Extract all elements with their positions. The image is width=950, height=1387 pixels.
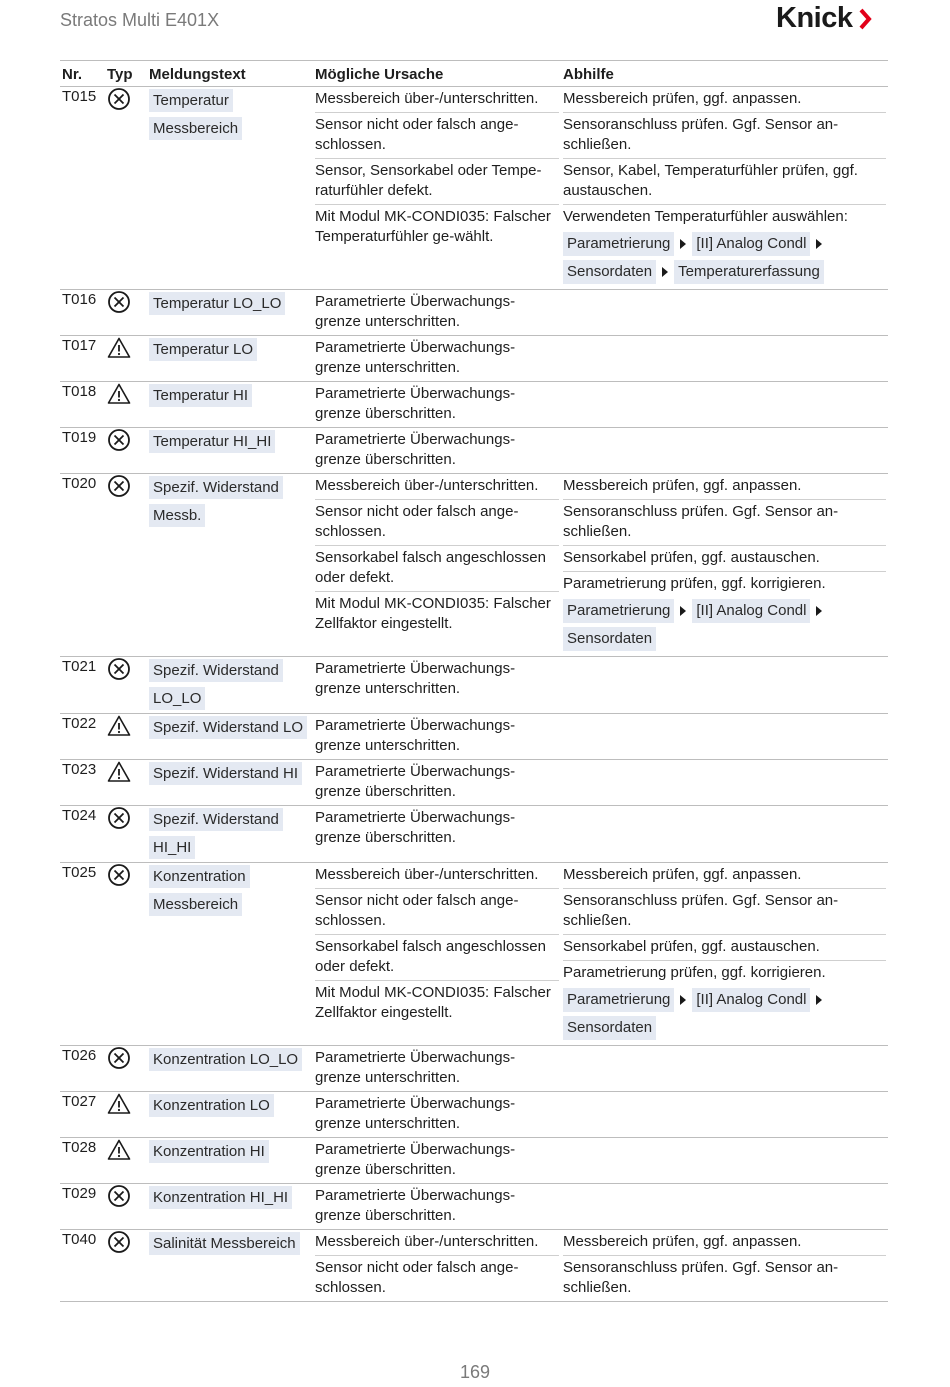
table-row <box>60 657 888 714</box>
table-row <box>60 382 888 428</box>
remedy-item <box>563 1092 886 1097</box>
remedy-cell <box>561 806 888 863</box>
warning-triangle-icon <box>107 1138 131 1162</box>
menu-path-step: [II] Analog Condl <box>692 988 810 1012</box>
message-text-label: Konzentration HI_HI <box>149 1186 292 1209</box>
remedy-item <box>563 87 886 113</box>
message-text <box>147 1184 313 1230</box>
message-number: T017 <box>60 336 105 382</box>
message-text <box>147 336 313 382</box>
message-number: T040 <box>60 1230 105 1302</box>
error-circle-x-icon <box>107 290 131 314</box>
message-text-label: Temperatur LO_LO <box>149 292 285 315</box>
message-text <box>147 657 313 714</box>
remedy-item <box>563 546 886 572</box>
cause-item: Parametrierte Überwachungs-grenze überschritten. <box>315 431 516 468</box>
cause-item: Messbereich über-/unterschritten. <box>315 863 559 889</box>
remedy-item <box>563 500 886 546</box>
table-row <box>60 1092 888 1138</box>
menu-path-step: Sensordaten <box>563 627 656 651</box>
remedy-item <box>563 806 886 811</box>
message-number: T028 <box>60 1138 105 1184</box>
remedy-item <box>563 935 886 961</box>
message-text <box>147 714 313 760</box>
message-text <box>147 87 313 290</box>
message-text <box>147 1138 313 1184</box>
table-row <box>60 1230 888 1302</box>
cause-cell <box>313 760 561 806</box>
remedy-cell <box>561 1230 888 1302</box>
message-text <box>147 1092 313 1138</box>
error-circle-x-icon <box>107 806 131 830</box>
cause-cell <box>313 657 561 714</box>
message-type <box>105 290 147 336</box>
message-text-label: Konzentration Messbereich <box>149 865 250 916</box>
message-text <box>147 1046 313 1092</box>
message-type <box>105 1230 147 1302</box>
cause-item: Messbereich über-/unterschritten. <box>315 87 559 113</box>
message-type <box>105 657 147 714</box>
message-type <box>105 336 147 382</box>
remedy-item <box>563 961 886 1045</box>
table-row <box>60 87 888 290</box>
message-text-label: Konzentration HI <box>149 1140 269 1163</box>
message-number: T025 <box>60 863 105 1046</box>
message-type <box>105 382 147 428</box>
message-text-label: Spezif. Widerstand LO <box>149 716 307 739</box>
remedy-text: Messbereich prüfen, ggf. anpassen. <box>563 866 802 883</box>
remedy-cell <box>561 1138 888 1184</box>
table-body <box>60 87 888 1302</box>
cause-item: Parametrierte Überwachungs-grenze überschritten. <box>315 809 516 846</box>
cause-cell <box>313 1046 561 1092</box>
remedy-item <box>563 382 886 387</box>
remedy-cell <box>561 474 888 657</box>
menu-path-step: Sensordaten <box>563 260 656 284</box>
cause-item: Parametrierte Überwachungs-grenze überschritten. <box>315 1187 516 1224</box>
remedy-cell <box>561 290 888 336</box>
cause-cell <box>313 474 561 657</box>
cause-item: Parametrierte Überwachungs-grenze unterschritten. <box>315 1095 516 1132</box>
brand-wordmark: Knick <box>776 2 853 34</box>
remedy-item <box>563 714 886 719</box>
warning-triangle-icon <box>107 382 131 406</box>
table-row <box>60 336 888 382</box>
message-text <box>147 428 313 474</box>
cause-cell <box>313 806 561 863</box>
cause-cell <box>313 1230 561 1302</box>
remedy-text: Parametrierung prüfen, ggf. korrigieren. <box>563 964 826 981</box>
remedy-item <box>563 657 886 662</box>
error-circle-x-icon <box>107 657 131 681</box>
remedy-item <box>563 572 886 656</box>
message-text <box>147 806 313 863</box>
cause-item: Sensor nicht oder falsch ange-schlossen. <box>315 1259 519 1296</box>
path-arrow-icon <box>680 606 686 616</box>
cause-cell <box>313 290 561 336</box>
column-header-abhilfe: Abhilfe <box>561 61 888 87</box>
message-text-label: Temperatur HI_HI <box>149 430 275 453</box>
remedy-item <box>563 113 886 159</box>
warning-triangle-icon <box>107 1092 131 1116</box>
message-text-label: Temperatur HI <box>149 384 252 407</box>
cause-item: Sensor nicht oder falsch ange-schlossen. <box>315 113 559 159</box>
message-text <box>147 382 313 428</box>
remedy-cell <box>561 428 888 474</box>
message-type <box>105 1138 147 1184</box>
cause-cell <box>313 382 561 428</box>
warning-triangle-icon <box>107 760 131 784</box>
message-text-label: Spezif. Widerstand HI <box>149 762 302 785</box>
message-number: T029 <box>60 1184 105 1230</box>
menu-path-step: [II] Analog Condl <box>692 599 810 623</box>
menu-path <box>563 986 886 1042</box>
column-header-meldungstext: Meldungstext <box>147 61 313 87</box>
table-row <box>60 474 888 657</box>
remedy-item <box>563 863 886 889</box>
message-type <box>105 863 147 1046</box>
remedy-text: Verwendeten Temperaturfühler auswählen: <box>563 208 848 225</box>
message-number: T021 <box>60 657 105 714</box>
remedy-item <box>563 760 886 765</box>
cause-item: Parametrierte Überwachungs-grenze überschritten. <box>315 385 516 422</box>
path-arrow-icon <box>816 995 822 1005</box>
remedy-item <box>563 1138 886 1143</box>
cause-item: Parametrierte Überwachungs-grenze überschritten. <box>315 763 516 800</box>
message-text-label: Konzentration LO <box>149 1094 274 1117</box>
path-arrow-icon <box>816 606 822 616</box>
message-table <box>60 60 888 1302</box>
message-text <box>147 760 313 806</box>
menu-path <box>563 230 886 286</box>
cause-cell <box>313 863 561 1046</box>
table-row <box>60 806 888 863</box>
path-arrow-icon <box>680 995 686 1005</box>
menu-path-step: [II] Analog Condl <box>692 232 810 256</box>
remedy-item <box>563 474 886 500</box>
remedy-cell <box>561 1184 888 1230</box>
message-text <box>147 1230 313 1302</box>
remedy-cell <box>561 714 888 760</box>
cause-item: Sensorkabel falsch angeschlossen oder defekt. <box>315 546 559 592</box>
cause-item: Messbereich über-/unterschritten. <box>315 474 559 500</box>
table-row <box>60 1138 888 1184</box>
message-number: T024 <box>60 806 105 863</box>
message-number: T015 <box>60 87 105 290</box>
cause-cell <box>313 1092 561 1138</box>
message-text-label: Salinität Messbereich <box>149 1232 300 1255</box>
message-number: T022 <box>60 714 105 760</box>
message-text <box>147 474 313 657</box>
remedy-text: Messbereich prüfen, ggf. anpassen. <box>563 90 802 107</box>
cause-item: Mit Modul MK-CONDI035: Falscher Zellfaktor eingestellt. <box>315 595 551 632</box>
menu-path-step: Temperaturerfassung <box>674 260 824 284</box>
table-row <box>60 290 888 336</box>
warning-triangle-icon <box>107 714 131 738</box>
message-type <box>105 428 147 474</box>
remedy-cell <box>561 657 888 714</box>
cause-item: Messbereich über-/unterschritten. <box>315 1230 559 1256</box>
cause-item: Sensor nicht oder falsch ange-schlossen. <box>315 889 559 935</box>
cause-item: Parametrierte Überwachungs-grenze unterschritten. <box>315 293 516 330</box>
message-number: T020 <box>60 474 105 657</box>
table-row <box>60 1046 888 1092</box>
path-arrow-icon <box>662 267 668 277</box>
error-circle-x-icon <box>107 428 131 452</box>
remedy-text: Parametrierung prüfen, ggf. korrigieren. <box>563 575 826 592</box>
remedy-cell <box>561 1046 888 1092</box>
remedy-text: Sensoranschluss prüfen. Ggf. Sensor an-schließen. <box>563 503 839 540</box>
column-header-typ: Typ <box>105 61 147 87</box>
menu-path <box>563 597 886 653</box>
table-header-row <box>60 61 888 87</box>
remedy-item <box>563 336 886 341</box>
message-text-label: Temperatur LO <box>149 338 257 361</box>
column-header-ursache: Mögliche Ursache <box>313 61 561 87</box>
error-circle-x-icon <box>107 863 131 887</box>
cause-cell <box>313 714 561 760</box>
remedy-item <box>563 889 886 935</box>
remedy-item <box>563 1256 886 1301</box>
cause-item: Sensorkabel falsch angeschlossen oder defekt. <box>315 935 559 981</box>
table-row <box>60 760 888 806</box>
message-type <box>105 474 147 657</box>
message-number: T027 <box>60 1092 105 1138</box>
page-number: 169 <box>459 1362 491 1382</box>
cause-cell <box>313 1184 561 1230</box>
message-type <box>105 1046 147 1092</box>
remedy-text: Messbereich prüfen, ggf. anpassen. <box>563 1233 802 1250</box>
message-type <box>105 1184 147 1230</box>
path-arrow-icon <box>816 239 822 249</box>
table-row <box>60 1184 888 1230</box>
remedy-item <box>563 428 886 433</box>
message-text-label: Konzentration LO_LO <box>149 1048 302 1071</box>
path-arrow-icon <box>680 239 686 249</box>
message-type <box>105 806 147 863</box>
message-text-label: Spezif. Widerstand HI_HI <box>149 808 283 859</box>
remedy-text: Sensoranschluss prüfen. Ggf. Sensor an-schließen. <box>563 116 839 153</box>
menu-path-step: Parametrierung <box>563 599 674 623</box>
message-type <box>105 760 147 806</box>
message-number: T016 <box>60 290 105 336</box>
cause-item: Parametrierte Überwachungs-grenze unterschritten. <box>315 660 516 697</box>
remedy-text: Sensor, Kabel, Temperaturfühler prüfen, ggf. austauschen. <box>563 162 858 199</box>
message-number: T019 <box>60 428 105 474</box>
message-text-label: Spezif. Widerstand LO_LO <box>149 659 283 710</box>
table-row <box>60 863 888 1046</box>
message-text-label: Temperatur Messbereich <box>149 89 242 140</box>
message-number: T023 <box>60 760 105 806</box>
remedy-text: Sensorkabel prüfen, ggf. austauschen. <box>563 549 820 566</box>
remedy-item <box>563 205 886 289</box>
remedy-text: Sensoranschluss prüfen. Ggf. Sensor an-schließen. <box>563 1259 839 1296</box>
column-header-nr: Nr. <box>60 61 105 87</box>
message-text <box>147 863 313 1046</box>
cause-cell <box>313 336 561 382</box>
menu-path-step: Parametrierung <box>563 988 674 1012</box>
error-circle-x-icon <box>107 474 131 498</box>
message-number: T026 <box>60 1046 105 1092</box>
message-text <box>147 290 313 336</box>
cause-item: Sensor nicht oder falsch ange-schlossen. <box>315 500 559 546</box>
remedy-text: Messbereich prüfen, ggf. anpassen. <box>563 477 802 494</box>
remedy-item <box>563 159 886 205</box>
menu-path-step: Sensordaten <box>563 1016 656 1040</box>
error-circle-x-icon <box>107 1046 131 1070</box>
cause-item: Sensor, Sensorkabel oder Tempe-raturfühler defekt. <box>315 159 559 205</box>
cause-item: Mit Modul MK-CONDI035: Falscher Temperaturfühler ge-wählt. <box>315 208 551 245</box>
error-circle-x-icon <box>107 1184 131 1208</box>
menu-path-step: Parametrierung <box>563 232 674 256</box>
remedy-item <box>563 1046 886 1051</box>
cause-cell <box>313 1138 561 1184</box>
message-type <box>105 1092 147 1138</box>
cause-item: Parametrierte Überwachungs-grenze unterschritten. <box>315 1049 516 1086</box>
error-circle-x-icon <box>107 1230 131 1254</box>
cause-cell <box>313 87 561 290</box>
cause-item: Parametrierte Überwachungs-grenze unterschritten. <box>315 717 516 754</box>
warning-triangle-icon <box>107 336 131 360</box>
cause-cell <box>313 428 561 474</box>
brand-chevron-icon <box>858 8 872 30</box>
remedy-cell <box>561 336 888 382</box>
cause-item: Parametrierte Überwachungs-grenze unterschritten. <box>315 339 516 376</box>
cause-item: Mit Modul MK-CONDI035: Falscher Zellfaktor eingestellt. <box>315 984 551 1021</box>
message-text-label: Spezif. Widerstand Messb. <box>149 476 283 527</box>
remedy-item <box>563 1230 886 1256</box>
remedy-cell <box>561 87 888 290</box>
brand-logo <box>776 2 872 35</box>
remedy-text: Sensoranschluss prüfen. Ggf. Sensor an-schließen. <box>563 892 839 929</box>
remedy-item <box>563 290 886 295</box>
message-type <box>105 714 147 760</box>
table-row <box>60 428 888 474</box>
message-type <box>105 87 147 290</box>
remedy-item <box>563 1184 886 1189</box>
cause-item: Parametrierte Überwachungs-grenze überschritten. <box>315 1141 516 1178</box>
table-row <box>60 714 888 760</box>
document-title: Stratos Multi E401X <box>60 10 220 30</box>
remedy-cell <box>561 1092 888 1138</box>
remedy-cell <box>561 382 888 428</box>
error-circle-x-icon <box>107 87 131 111</box>
message-number: T018 <box>60 382 105 428</box>
remedy-text: Sensorkabel prüfen, ggf. austauschen. <box>563 938 820 955</box>
remedy-cell <box>561 863 888 1046</box>
remedy-cell <box>561 760 888 806</box>
